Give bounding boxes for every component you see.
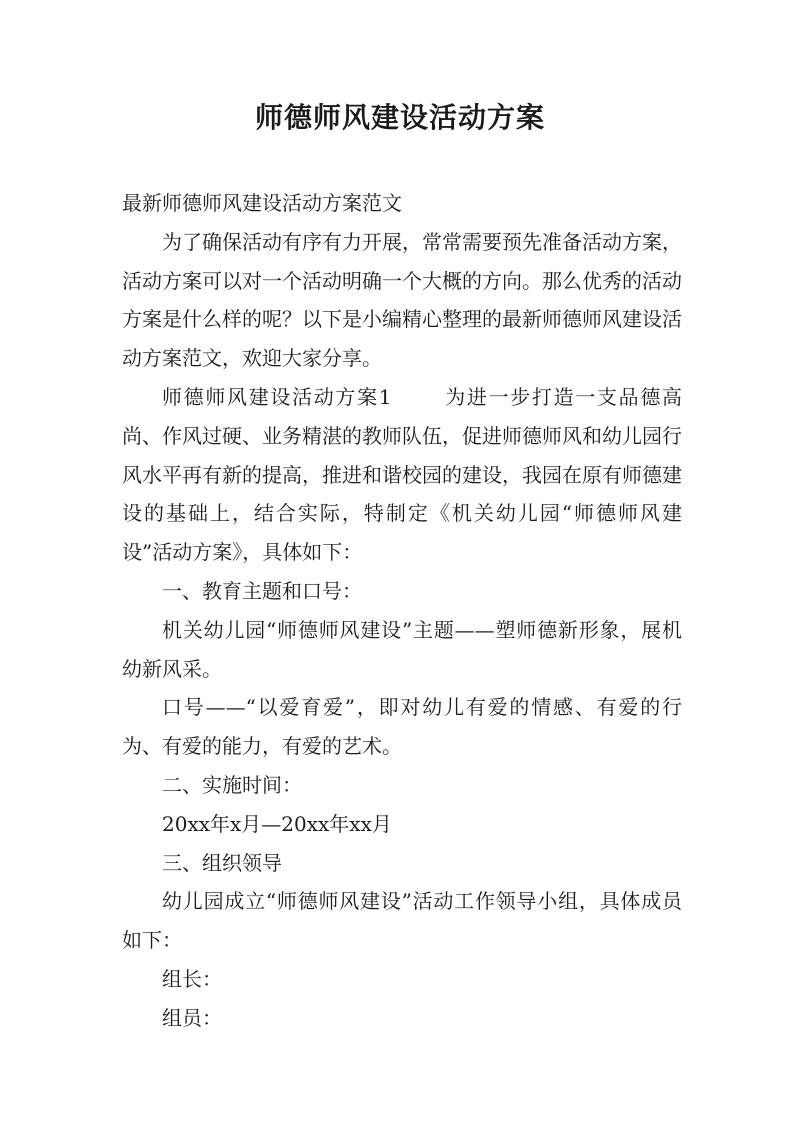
section2-heading: 二、实施时间： xyxy=(162,772,302,797)
section1-slogan: 口号——“以爱育爱”，即对幼儿有爱的情感、有爱的行为、有爱的能力，有爱的艺术。 xyxy=(122,695,682,759)
document-title: 师德师风建设活动方案 xyxy=(254,101,545,134)
leader-label: 组长： xyxy=(162,966,222,991)
section3-heading: 三、组织领导 xyxy=(162,850,282,875)
section1-heading: 一、教育主题和口号： xyxy=(162,578,362,603)
document-subtitle: 最新师德师风建设活动方案范文 xyxy=(122,191,402,215)
section1-theme: 机关幼儿园“师德师风建设”主题——塑师德新形象，展机幼新风采。 xyxy=(122,617,682,681)
plan-heading: 师德师风建设活动方案1 xyxy=(162,384,392,409)
member-label: 组员： xyxy=(162,1005,222,1030)
document-body xyxy=(122,184,682,1038)
plan-paragraph xyxy=(122,378,682,572)
intro-paragraph: 为了确保活动有序有力开展，常常需要预先准备活动方案，活动方案可以对一个活动明确一个大概的方向。那么优秀的活动方案是什么样的呢？以下是小编精心整理的最新师德师风建设活动方案范文，欢迎大家分享。 xyxy=(122,229,682,371)
plan-intro-text: 为进一步打造一支品德高尚、作风过硬、业务精湛的教师队伍，促进师德师风和幼儿园行风水平再有新的提高，推进和谐校园的建设，我园在原有师德建设的基础上，结合实际，特制定《机关幼儿园“师德师风建设”活动方案》，具体如下： xyxy=(122,384,683,565)
section3-text: 幼儿园成立“师德师风建设”活动工作领导小组，具体成员如下： xyxy=(122,889,682,953)
section2-time: 20xx年x月—20xx年xx月 xyxy=(162,811,392,836)
